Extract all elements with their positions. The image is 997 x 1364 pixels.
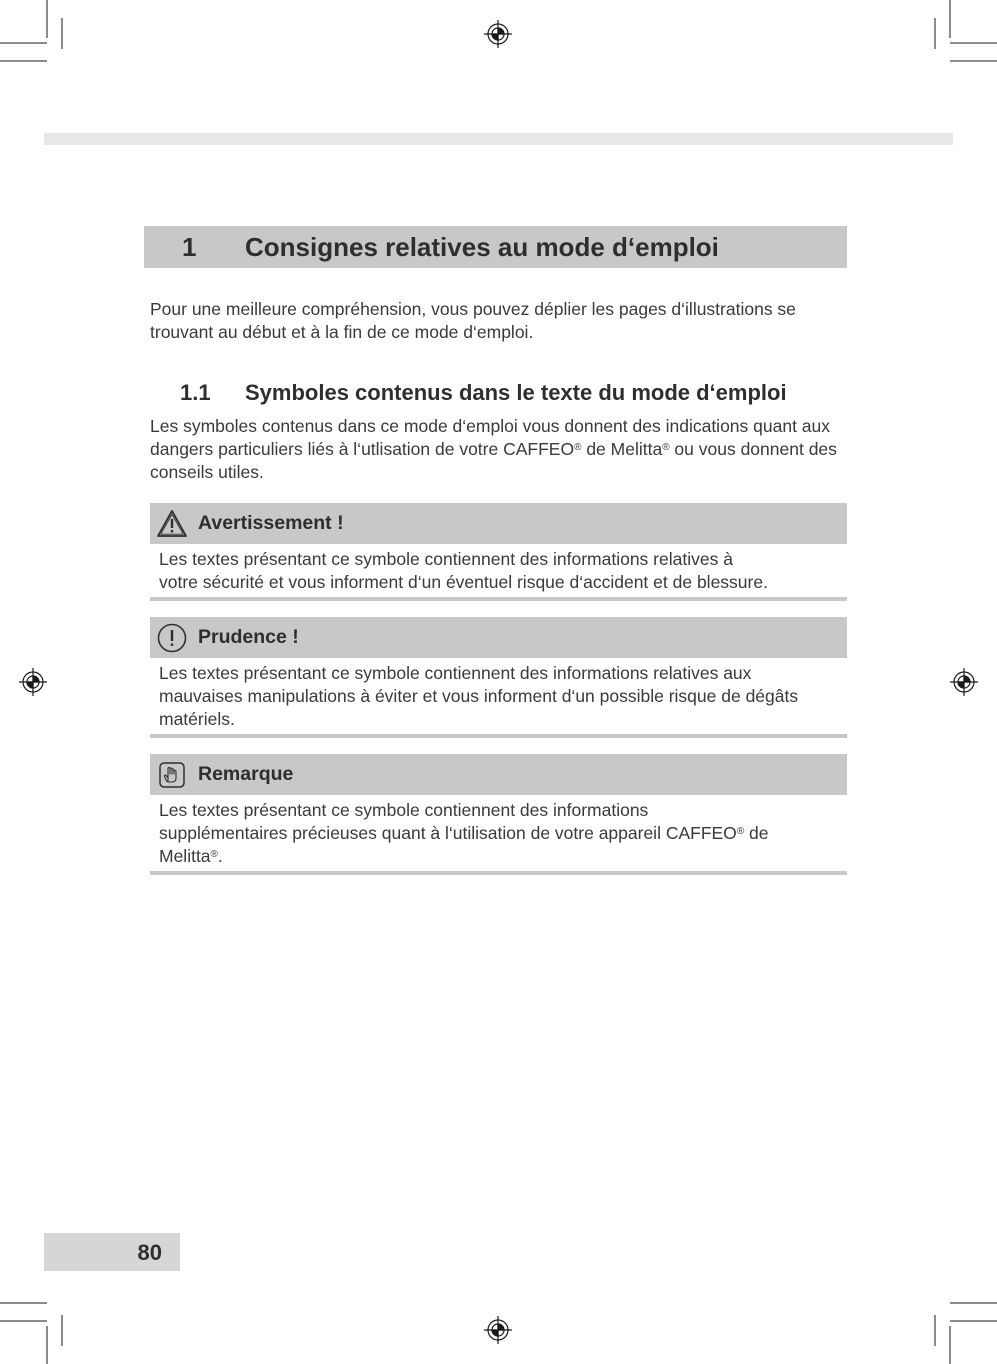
note-box-divider	[150, 871, 847, 875]
caution-box-header	[150, 617, 847, 658]
symbols-paragraph: Les symboles contenus dans ce mode d‘emploi vous donnent des indications quant aux dangers particuliers liés à l‘utlisation de votre CAFFEO® de Melitta® ou vous donnent des conseils utiles.	[150, 416, 837, 482]
chapter-title: Consignes relatives au mode d‘emploi	[245, 231, 719, 262]
chapter-number: 1	[182, 231, 197, 262]
caution-box-title: Prudence !	[198, 626, 299, 648]
warning-box-divider	[150, 597, 847, 601]
exclamation-circle-icon	[156, 622, 188, 654]
registration-mark-top	[484, 20, 512, 48]
section-number: 1.1	[180, 380, 211, 405]
warning-triangle-icon	[156, 508, 188, 540]
note-box-title: Remarque	[198, 763, 294, 785]
registered-mark: ®	[662, 442, 670, 453]
note-box-header	[150, 754, 847, 795]
registration-mark-left	[19, 668, 47, 696]
raised-hand-icon	[156, 759, 188, 791]
warning-box-header	[150, 503, 847, 544]
section-heading	[0, 380, 997, 410]
header-rule	[44, 133, 953, 145]
chapter-heading	[144, 226, 847, 268]
note-box	[150, 754, 847, 875]
warning-box	[150, 503, 847, 601]
registration-mark-bottom	[484, 1316, 512, 1344]
registered-mark: ®	[574, 442, 582, 453]
intro-paragraph: Pour une meilleure compréhension, vous pouvez déplier les pages d‘illustrations se trouvant au début et à la fin de ce mode d‘emploi.	[150, 299, 796, 342]
registered-mark: ®	[210, 849, 218, 860]
registered-mark: ®	[736, 826, 745, 837]
caution-box-divider	[150, 734, 847, 738]
warning-box-title: Avertissement !	[198, 512, 344, 534]
page-number-box	[44, 1233, 180, 1271]
caution-box	[150, 617, 847, 738]
section-title: Symboles contenus dans le texte du mode d‘emploi	[245, 380, 787, 405]
page-number: 80	[137, 1240, 162, 1265]
registration-mark-right	[950, 668, 978, 696]
warning-box-text: Les textes présentant ce symbole contiennent des informations relatives à votre sécurité et vous informent d‘un éventuel risque d‘accident et de blessure.	[159, 549, 768, 592]
note-box-text: Les textes présentant ce symbole contiennent des informations supplémentaires précieuses quant à l‘utilisation de votre appareil CAFFEO® de Melitta®.	[159, 800, 769, 866]
caution-box-text: Les textes présentant ce symbole contiennent des informations relatives aux mauvaises manipulations à éviter et vous informent d‘un possible risque de dégâts matériels.	[159, 663, 799, 729]
